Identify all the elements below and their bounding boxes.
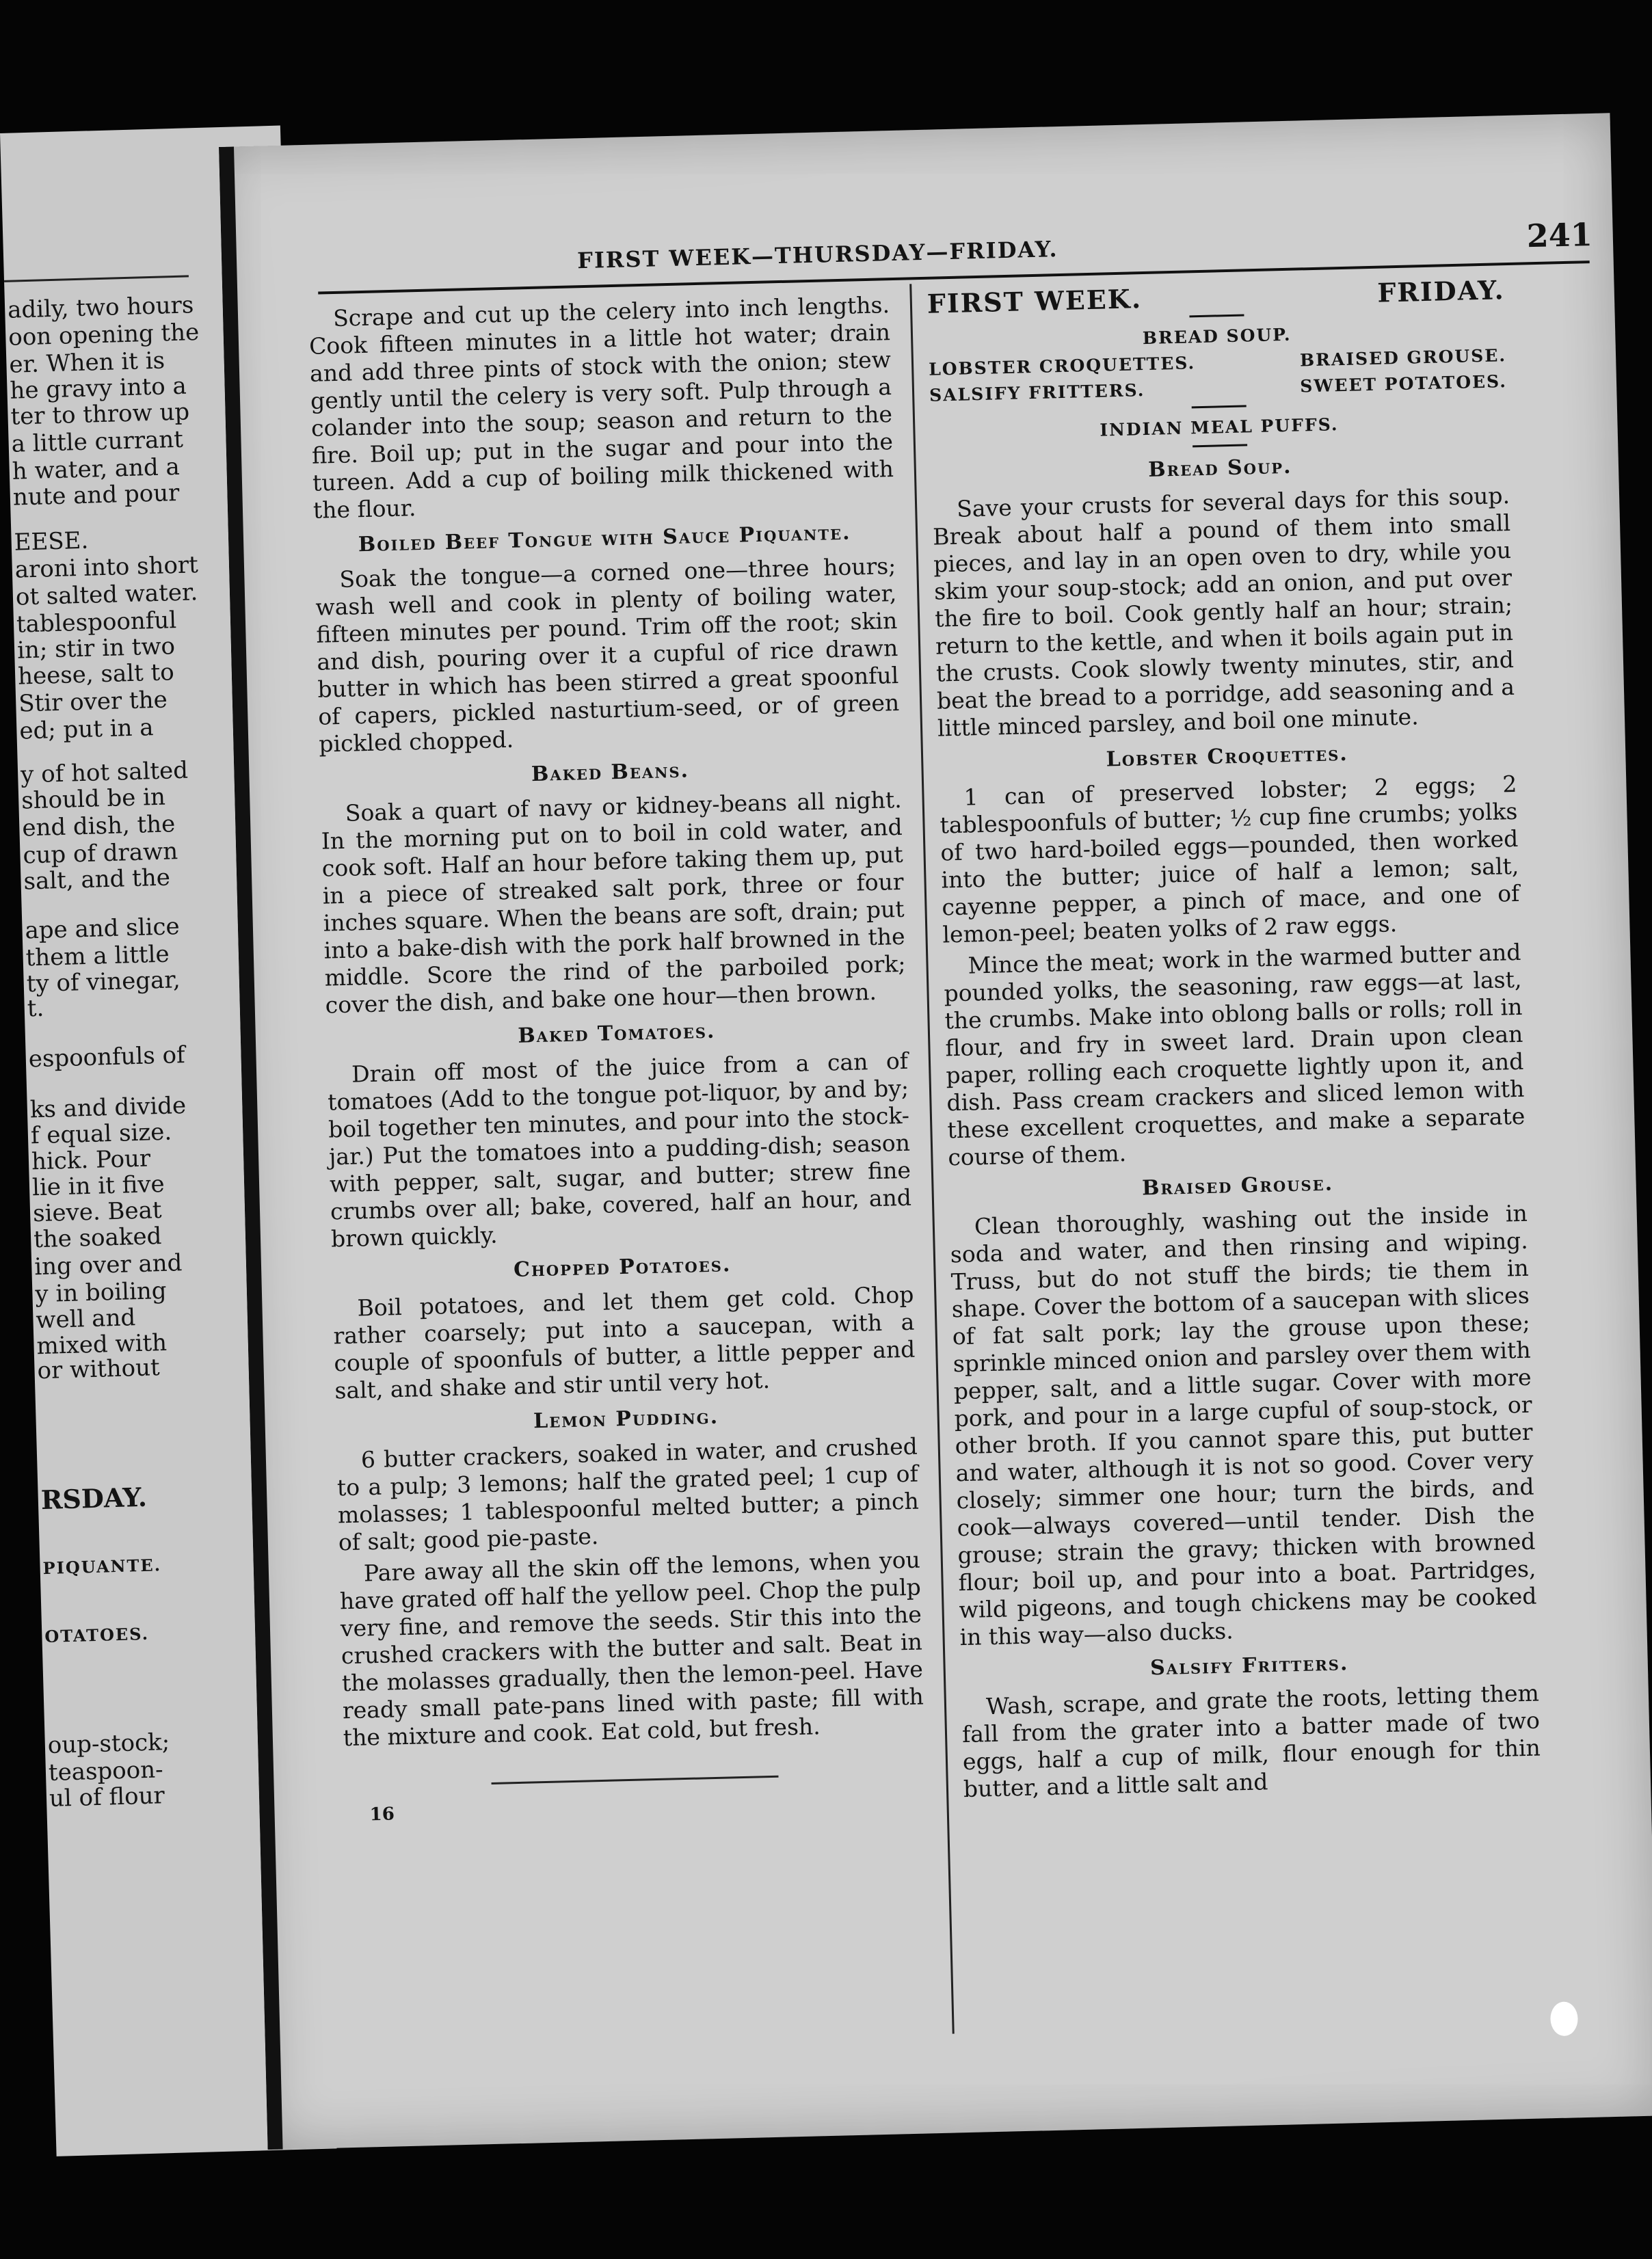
recipe-title-bread-soup: Bread Soup. (1147, 454, 1292, 482)
facing-page-line: a little currant (11, 425, 184, 458)
facing-page-line: ter to throw up (10, 398, 190, 431)
recipe-ingredients-lobster-croquettes: 1 can of preserved lobster; 2 eggs; 2 tablespoonfuls of butter; ½ cup fine crumbs; yolks of two hard-boiled eggs—pounded, then worked into the butter; juice of half a lemon; salt, cayenne pepper, a pinch of mace, and one of lemon-peel; beaten yolks of 2 raw eggs. (940, 770, 1520, 948)
facing-page-line: nute and pour (12, 479, 180, 511)
facing-page-line: y in boiling (34, 1276, 168, 1309)
recipe-text-baked-beans: Soak a quart of navy or kidney-beans all night. In the morning put on to boil in cold water, and cook soft. Half an hour before taking them up, put in a piece of streaked salt pork, three or four inches square. When the beans are soft, drain; put into a bake-dish with the pork half browned in the middle. Score the rind of the parboiled pork; cover the dish, and bake one hour—then brown. (321, 786, 906, 1019)
recipe-ingredients-lemon-pudding: 6 butter crackers, soaked in water, and crushed to a pulp; 3 lemons; half the grated peel; 1 cup of molasses; 1 tablespoonful melted butter; a pinch of salt; good pie-paste. (336, 1432, 920, 1556)
recipe-text-bread-soup: Save your crusts for several days for this soup. Break about half a pound of them into small pieces, and lay in an open oven to dry, while you skim your soup-stock; add an onion, and put over the fire to boil. Cook gently half an hour; strain; return to the kettle, and when it boils again put in the crusts. Cook slowly twenty minutes, stir, and beat the bread to a porridge, add seasoning and a little minced parsley, and boil one minute. (932, 482, 1515, 742)
menu-rule (1193, 444, 1247, 447)
facing-page-line: heese, salt to (17, 658, 175, 691)
facing-page-line: ape and slice (25, 913, 181, 945)
facing-page-line: end dish, the (21, 810, 176, 842)
menu-item-sweet-potatoes: SWEET POTATOES. (1299, 371, 1508, 397)
recipe-text-chopped-potatoes: Boil potatoes, and let them get cold. Chop rather coarsely; put into a saucepan, with a couple of spoonfuls of butter, a little pepper and salt, and shake and stir until very hot. (333, 1281, 916, 1404)
menu-item-indian-meal-puffs: INDIAN MEAL PUFFS. (1100, 414, 1339, 440)
facing-page-line: RSDAY. (40, 1481, 148, 1516)
facing-page-line: he gravy into a (9, 372, 187, 405)
facing-page-line: sieve. Beat (32, 1197, 163, 1228)
recipe-text-salsify-fritters: Wash, scrape, and grate the roots, letting them fall from the grater into a batter made of two eggs, half a cup of milk, flour enough for thin butter, and a little salt and (961, 1679, 1541, 1803)
facing-page-line: oup-stock; (47, 1728, 170, 1759)
menu-rule (1191, 405, 1246, 408)
menu-item-bread-soup: BREAD SOUP. (1142, 324, 1292, 349)
facing-page-line: tablespoonful (16, 606, 177, 639)
facing-page-line: ot salted water. (15, 578, 198, 611)
recipe-text-braised-grouse: Clean thoroughly, washing out the inside in soda and water, and then rinsing and wiping. Truss, but do not stuff the birds; tie them in shape. Cover the bottom of a saucepan with slices of fat salt pork; lay the grouse upon these; sprinkle minced onion and parsley over them with pepper, salt, and a little sugar. Cover with more pork, and pour in a large cupful of soup-stock, or other broth. If you cannot spare this, put butter and water, although it is not so good. Cover very closely; simmer one hour; turn the birds, and cook—always covered—until tender. Dish the grouse; strain the gravy; thicken with browned flour; boil up, and pour into a boat. Partridges, wild pigeons, and tough chickens may be cooked in this way—also ducks. (950, 1199, 1537, 1651)
facing-page-line: espoonfuls of (28, 1041, 186, 1073)
menu-item-lobster-croquettes: LOBSTER CROQUETTES. (928, 353, 1196, 379)
facing-page-line: PIQUANTE. (42, 1555, 162, 1579)
facing-page-line: er. When it is (8, 347, 165, 379)
facing-page-text (0, 126, 280, 1813)
recipe-text-beef-tongue: Soak the tongue—a corned one—three hours; wash well and cook in plenty of boiling water, fifteen minutes per pound. Trim off the root; skin and dish, pouring over it a cupful of rice drawn butter in which has been stirred a great spoonful of capers, pickled nasturtium-seed, or of green pickled chopped. (315, 552, 900, 758)
recipe-title-lemon-pudding: Lemon Pudding. (533, 1404, 719, 1434)
recipe-title-lobster-croquettes: Lobster Croquettes. (1106, 741, 1349, 772)
facing-page-line: in; stir in two (16, 632, 176, 665)
right-column (927, 276, 1541, 1807)
paper-blemish (1550, 2001, 1578, 2036)
recipe-title-baked-tomatoes: Baked Tomatoes. (517, 1019, 716, 1048)
facing-page-rule (4, 275, 189, 282)
signature-mark: 16 (369, 1804, 395, 1826)
recipe-text-lemon-pudding: Pare away all the skin off the lemons, when you have grated off half the yellow peel. Chop the pulp very fine, and remove the seeds. Stir this into the crushed crackers with the butter and salt. Beat in the molasses gradually, then the lemon-peel. Have ready small pate-pans lined with paste; fill with the mixture and cook. Eat cold, but fresh. (339, 1546, 924, 1752)
facing-page-line: ks and divide (29, 1091, 187, 1124)
facing-page-line: mixed with (36, 1328, 168, 1361)
facing-page-line: h water, and a (12, 453, 181, 485)
menu-heading (927, 276, 1505, 318)
facing-page-line: salt, and the (23, 864, 171, 896)
recipe-title-braised-grouse: Braised Grouse. (1141, 1171, 1334, 1201)
facing-page-line: ty of vinegar, (26, 966, 181, 998)
facing-page-line: well and (35, 1304, 136, 1335)
facing-page-line: teaspoon- (48, 1756, 164, 1787)
recipe-title-salsify-fritters: Salsify Fritters. (1149, 1651, 1349, 1681)
recipe-title-beef-tongue: Boiled Beef Tongue with Sauce Piquante. (358, 520, 851, 557)
facing-page-line: EESE. (14, 526, 89, 557)
facing-page-line: t. (27, 994, 44, 1023)
menu-item-braised-grouse: BRAISED GROUSE. (1299, 345, 1507, 371)
facing-page-line: f equal size. (30, 1118, 172, 1150)
facing-page-line: OTATOES. (44, 1623, 150, 1647)
recipe-title-baked-beans: Baked Beans. (531, 758, 690, 787)
facing-page-line: or without (37, 1354, 161, 1385)
menu-heading-day: FRIDAY. (1376, 274, 1506, 308)
facing-page-line: cup of drawn (22, 838, 178, 870)
facing-page-line: aroni into short (14, 551, 199, 584)
end-rule (492, 1776, 779, 1785)
running-head: FIRST WEEK—THURSDAY—FRIDAY. (576, 236, 1058, 274)
facing-page-line: oon opening the (8, 318, 200, 351)
recipe-text-baked-tomatoes: Drain off most of the juice from a can of tomatoes (Add to the tongue pot-liquor, by and by; boil together ten minutes, and pour into the stock-jar.) Put the tomatoes into a pudding-dish; season with pepper, salt, sugar, and butter; strew fine crumbs over all; bake, covered, half an hour, and brown quickly. (327, 1047, 912, 1253)
facing-page-line: Stir over the (18, 686, 168, 718)
facing-page-line: should be in (21, 783, 166, 815)
facing-page-line: lie in it five (31, 1170, 165, 1202)
recipe-text-lobster-croquettes: Mince the meat; work in the warmed butter and pounded yolks, the seasoning, raw eggs—at last, the crumbs. Make into oblong balls or rolls; roll in flour, and fry in sweet lard. Drain upon clean paper, rolling each croquette lightly upon it, and dish. Pass cream crackers and sliced lemon with these excellent croquettes, and make a separate course of them. (944, 938, 1526, 1171)
facing-page-line: ing over and (34, 1249, 183, 1281)
page-number: 241 (1526, 215, 1593, 255)
menu-rule (1189, 314, 1244, 317)
facing-page-line: them a little (25, 940, 170, 972)
celery-soup-continuation: Scrape and cut up the celery into inch lengths. Cook fifteen minutes in a little hot water; drain and add three pints of stock with the onion; stew gently until the celery is very soft. Pulp through a colander into the soup; season and return to the fire. Boil up; put in the sugar and pour into the tureen. Add a cup of boiling milk thickened with the flour. (308, 291, 894, 524)
left-column (308, 291, 927, 1833)
facing-page-line: adily, two hours (7, 291, 194, 324)
recipe-title-chopped-potatoes: Chopped Potatoes. (513, 1253, 732, 1282)
facing-page-line: ul of flour (49, 1782, 165, 1813)
facing-page-line: y of hot salted (20, 756, 189, 789)
facing-page-line: ed; put in a (18, 714, 155, 745)
menu-item-salsify-fritters: SALSIFY FRITTERS. (929, 380, 1145, 405)
facing-page-line: hick. Pour (31, 1145, 151, 1176)
menu-heading-week: FIRST WEEK. (927, 283, 1143, 319)
book-page (219, 113, 1652, 2150)
facing-page-line: the soaked (33, 1222, 162, 1254)
